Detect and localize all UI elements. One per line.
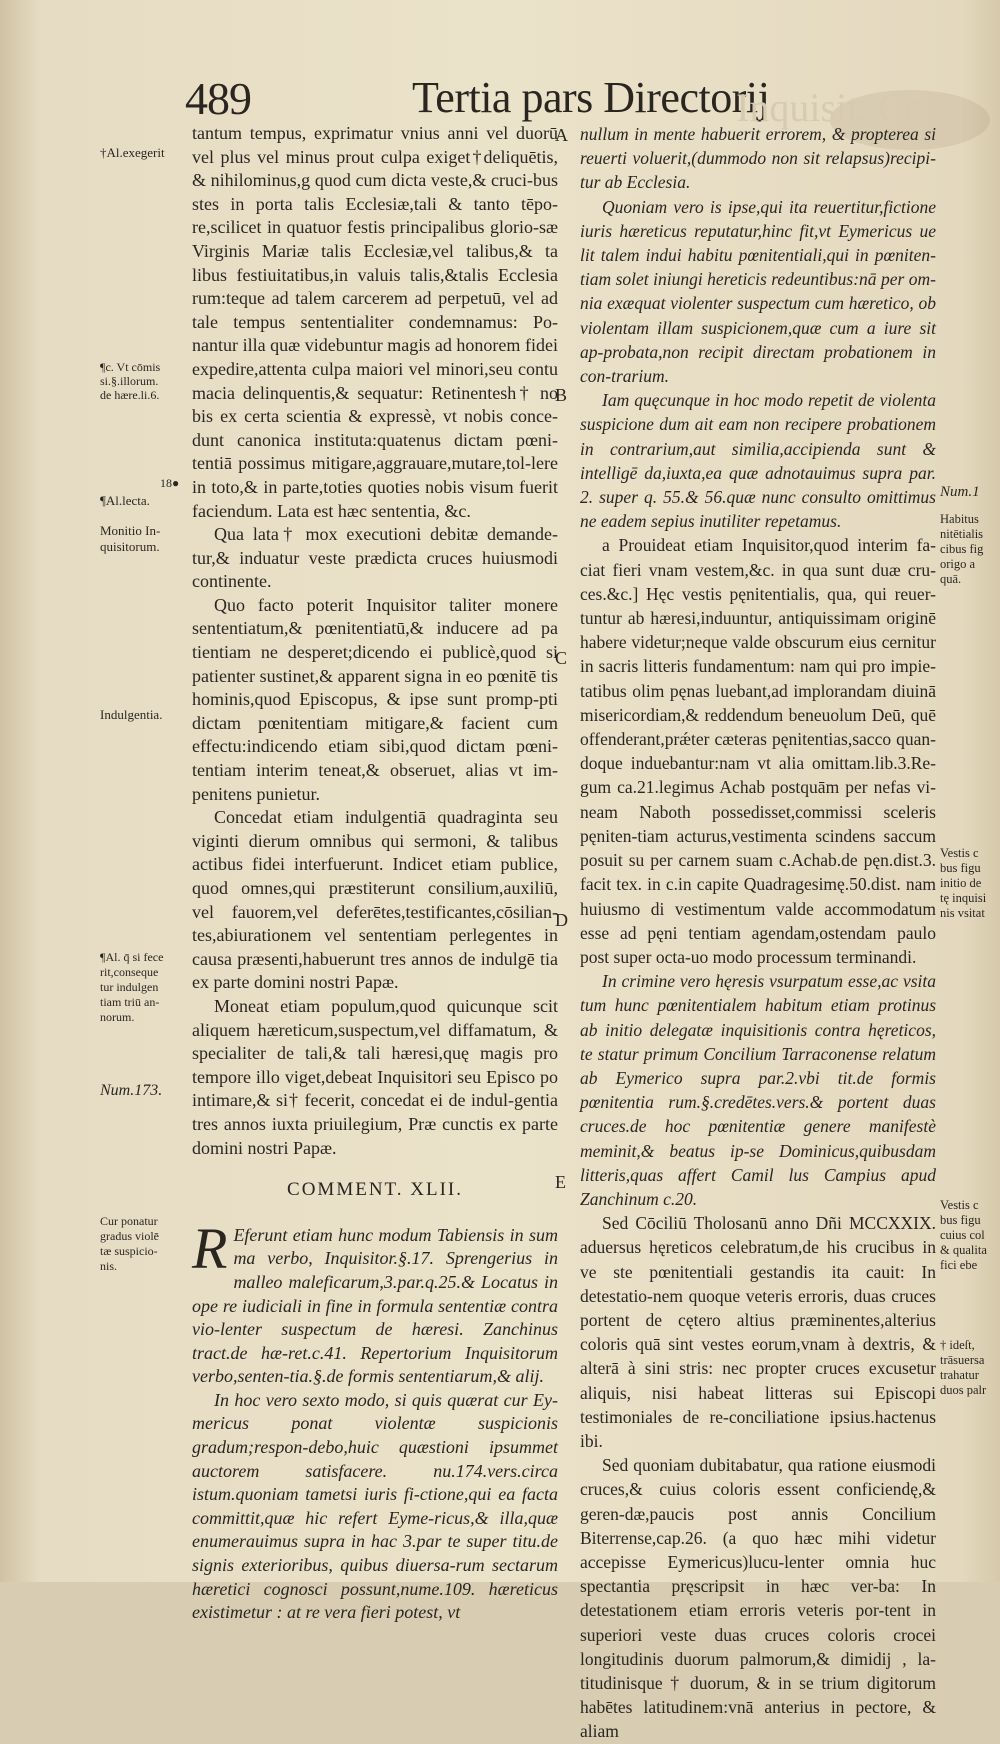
left-paragraph-2: Qua lata† mox executioni debitæ demande-tur,& induatur veste prædicta cruces huiusmodi continente. (192, 524, 558, 592)
drop-cap: R (192, 1215, 228, 1281)
left-column (192, 122, 558, 1623)
margin-note-left: de hære.li.6. (100, 388, 160, 402)
right-column (580, 122, 936, 1742)
section-letter-e: E (555, 1172, 566, 1192)
margin-note-left: rit,conseque (100, 965, 159, 979)
right-paragraph-6: Sed Cōciliū Tholosanū anno Dñi MCCXXIX. aduersus hęreticos celebratum,de his crucibus in ve ste pœnitentiali gestandis ita cauit: In detestatio-nem quoque veteris erroris, duas cruces portent de cętero altius præminentes,alterius coloris quā sint vestes eorum,vnam à dextris, & alterā à sini stris: nec propter cruces excusetur aliquis, nisi habeat litteras sui Episcopi testimoniales de re-conciliatione ipsius.hactenus ibi. (580, 1213, 936, 1451)
section-letter-c: C (555, 648, 568, 668)
margin-note-right: cibus fig (940, 542, 984, 556)
right-paragraph-5: In crimine vero hęresis vsurpatum esse,ac vsita tum hunc pœnitentialem habitum etiam protinus ab initio delegatæ inquisitionis contra hęreticos, te statur primum Concilium Tarraconense relatum ab Eymerico supra par.2.vbi tit.de formis pœnitentia rum.§.credētes.vers.& portent duas cruces.de hoc pœnitentiæ genere manifestè meminit,& beatus ip-se Dominicus,quibusdam litteris,quas affert Camil lus Campius apud Zanchinum c.20. (580, 971, 936, 1209)
show-through-title: Inquisit. Co (736, 85, 925, 130)
right-paragraph-3: Iam quęcunque in hoc modo repetit de violenta suspicione dum ait eam non recipere probationem in contrarium,aut similia,accipienda sunt & intelligē da,iuxta,ea quæ adnotauimus supra par. 2. super q. 55.& 56.quæ nunc consulto omittimus ne eadem sepius inutiliter repetamus. (580, 390, 936, 532)
comment-paragraph-2: In hoc vero sexto modo, si quis quærat cur Ey-mericus ponat violentæ suspicionis gradum;respon-debo,huic quæstioni ipsummet auctorem satisfacere. nu.174.vers.circa istum.quoniam tametsi iuris fi-ctione,qui ea facta committit,quæ hic refert Eyme-ricus,& illa,quæ enumerauimus supra in hac 3.par te super titu.de signis exterioribus, quibus diuersa-rum sectarum hæretici cognosci possunt,nume.109. hæreticus existimetur : at re vera fieri potest, vt (192, 1389, 558, 1623)
margin-note-right: nitētialis (940, 527, 984, 541)
margin-note-right: trahatur (940, 1368, 979, 1382)
margin-note-right: Habitus (940, 512, 979, 526)
margin-note-left: 18● (160, 476, 180, 490)
margin-note-left: †Al.exegerit (100, 145, 165, 160)
right-paragraph-4: a Prouideat etiam Inquisitor,quod interim fa-ciat fieri vnam vestem,&c. in qua sunt duæ cru-ces.&c.] Hęc vestis pęnitentialis, qua, qui reuer-tuntur ab hæresi,induuntur, antiquissimam originē habere videtur;neque valde obscurum eius cernitur in sacris litteris fundamentum: nam qui pro impie-tatibus olim pęnas luebant,ad implorandam diuinā misericordiam,& reddendum beneuolum Deū, quē offenderant,prǽter cæteras pęnitentias,sacco quan-doque induebantur:nam vt alia omittam.lib.3.Re-gum ca.21.legimus Achab postquām per nefas vi-neam Naboth possedisset,commissi sceleris pęniten-tiam acturus,vestimenta scindens saccum posuit su per carnem suam c.Achab.de pęn.dist.3. facit tex. in c.in capite Quadragesimę.50.dist. nam huiusmo di vestimentum valde accommodatum esse ad pęni tentiam agendam,ostendam paulo post super octa-uo modo processum terminandi. (580, 535, 936, 967)
margin-note-left: tæ suspicio- (100, 1244, 158, 1258)
margin-note-right: origo a (940, 557, 976, 571)
margin-note-left: gradus violē (100, 1229, 159, 1243)
left-paragraph-5: Moneat etiam populum,quod quicunque scit aliquem hæreticum,suspectum,vel diffamatum, & specialiter de tali,& tali hæresi,quę magis pro tempore illo viget,debeat Inquisitori seu Episco po intimare,& si† fecerit, concedat ei de indul-gentia tres annos iuxta priuilegium, Præ cunctis ex parte domini nostri Papæ. (192, 995, 558, 1158)
margin-note-right: † ideſt, (940, 1338, 975, 1352)
margin-note-right: nis vsitat (940, 906, 985, 920)
right-paragraph-2: Quoniam vero is ipse,qui ita reuertitur,fictione iuris hæreticus reputatur,hinc fit,vt Eymericus ue lit talem indui habitu pœnitentiali,qui in pœniten-tiam solet iniungi hereticis redeuntibus:nā per om-nia exæquat violenter suspectum cum hæretico, ob violentam illam suspicionem,quæ cum a iure sit ap-probata,non recipit directam probationem in con-trarium. (580, 196, 936, 387)
margin-note-left: tiam triū an- (100, 995, 160, 1009)
section-letter-b: B (555, 385, 568, 405)
margin-note-right: cuius col (940, 1228, 985, 1242)
margin-note-right: & qualita (940, 1243, 987, 1257)
margin-note-left: Monitio In- (100, 523, 161, 538)
margin-note-right: quā. (940, 572, 962, 586)
section-letter-d: D (555, 910, 568, 930)
page-number: 489 (185, 73, 251, 124)
page-header (185, 72, 925, 130)
margin-note-left: ¶c. Vt cōmis (100, 360, 161, 374)
margin-note-right: bus figu (940, 861, 981, 875)
margin-note-right: Num.1 (940, 484, 980, 500)
margin-note-right: Vestis c (940, 846, 979, 860)
comment-paragraph-1: Eferunt etiam hunc modum Tabiensis in sum ma verbo, Inquisitor.§.17. Sprengerius in malleo maleficarum,3.par.q.25.& Locatus in ope re iudiciali in fine in formula sententiæ contra vio-lenter suspectum de hæresi. Zanchinus tract.de hæ-ret.c.41. Repertorium Inquisitorum verbo,senten-tia.§.de formis sententiarum,& alij. (192, 1224, 558, 1387)
margin-note-right: Vestis c (940, 1198, 979, 1212)
running-title: Tertia pars Directorij (412, 73, 770, 122)
margin-note-right: tę inquisi (940, 891, 987, 905)
margin-note-left: si.§.illorum. (100, 374, 159, 388)
section-letter-a: A (555, 125, 568, 145)
margin-note-right: bus figu (940, 1213, 981, 1227)
left-paragraph-1: tantum tempus, exprimatur vnius anni vel duorū vel plus vel minus prout culpa exiget†deliquētis, & nihilominus,g quod cum dicta veste,& cruci-bus stes in porta talis Ecclesiæ,tali & tanto tēpo-re,scilicet in quatuor festis principalibus glorio-sæ Virginis Mariæ talis Ecclesiæ,vel talibus,& ta libus festiuitatibus,in valuis talis,&talis Ecclesia rum:teque ad talem carcerem ad perpetuū, vel ad tale tempus sententialiter condemnamus: Po-nantur illa quæ videbuntur magis ad honorem fidei expedire,attenta culpa maiori vel minori,seu contu macia delinquentis,& sequatur: Retinentesh† no bis ex certa scientia & expressè, vt nobis conce-dunt canonica instituta:quatenus dictam pœni-tentiā possimus mitigare,aggrauare,mutare,tol-lere in toto,& in parte,toties quoties nobis visum fuerit faciendum. Lata est hæc sententia, &c. (192, 123, 558, 521)
margin-note-right: duos palr (940, 1383, 987, 1397)
margin-note-left: ¶Al. q̄ si fece (100, 950, 164, 964)
margin-note-left: quisitorum. (100, 539, 160, 554)
margin-note-left: norum. (100, 1010, 135, 1024)
margin-note-left: ¶Al.lecta. (100, 493, 150, 508)
margin-note-left: tur indulgen (100, 980, 159, 994)
margin-note-left: nis. (100, 1259, 118, 1273)
margin-note-left: Num.173. (100, 1082, 163, 1099)
margin-note-left: Cur ponatur (100, 1214, 158, 1228)
margin-note-right: initio de (940, 876, 982, 890)
right-paragraph-1: nullum in mente habuerit errorem, & propterea si reuerti voluerit,(dummodo non sit relapsus)recipi-tur ab Ecclesia. (580, 124, 936, 193)
comment-heading: COMMENT. XLII. (287, 1179, 463, 1201)
left-paragraph-4: Concedat etiam indulgentiā quadraginta seu viginti dierum omnibus qui sermoni, & talibus actibus fidei interfuerunt. Indicet etiam publice, quod omnes,qui præstiterunt consilium,auxiliū, vel fauorem,vel deferētes,testificantes,cōsilian-tes,abiurationem vel sententiam perlegentes in causa præsenti,habuerunt tres annos de indulgē tia ex parte domini nostri Papæ. (192, 807, 558, 993)
margin-note-left: Indulgentia. (100, 707, 163, 722)
left-paragraph-3: Quo facto poterit Inquisitor taliter monere sententiatum,& pœnitentiatū,& inducere ad pa tientiam ne desperet;dicendo ei publicè,quod si patienter sustinet,& apparent signa in eo pœnitē tis hominis,quod Episcopus, & ipse sunt promp-pti dictam pœnitentiam mitigare,& facient cum effectu:indicendo etiam sibi,quod dictam pœni-tentiam interim teneat,& obseruet, alias vt im-penitens punietur. (192, 594, 558, 804)
margin-note-right: trāsuersa (940, 1353, 985, 1367)
margin-note-right: fici ebe (940, 1258, 978, 1272)
right-paragraph-7: Sed quoniam dubitabatur, qua ratione eiusmodi cruces,& cuius coloris essent conficiendę,& geren-dæ,paucis post annis Concilium Biterrense,cap.26. (a quo hæc mihi videtur accepisse Eymericus)lucu-lenter omnia huc spectantia pręscripsit in hæc ver-ba: In detestationem etiam erroris veteris por-tent in superiori veste duas cruces coloris crocei longitudinis duorum palmorum,& dimidij , la-titudinisque † duorum, & in se trium digitorum habētes latitudinem:vnā anterius in pectore, & aliam (580, 1455, 936, 1742)
